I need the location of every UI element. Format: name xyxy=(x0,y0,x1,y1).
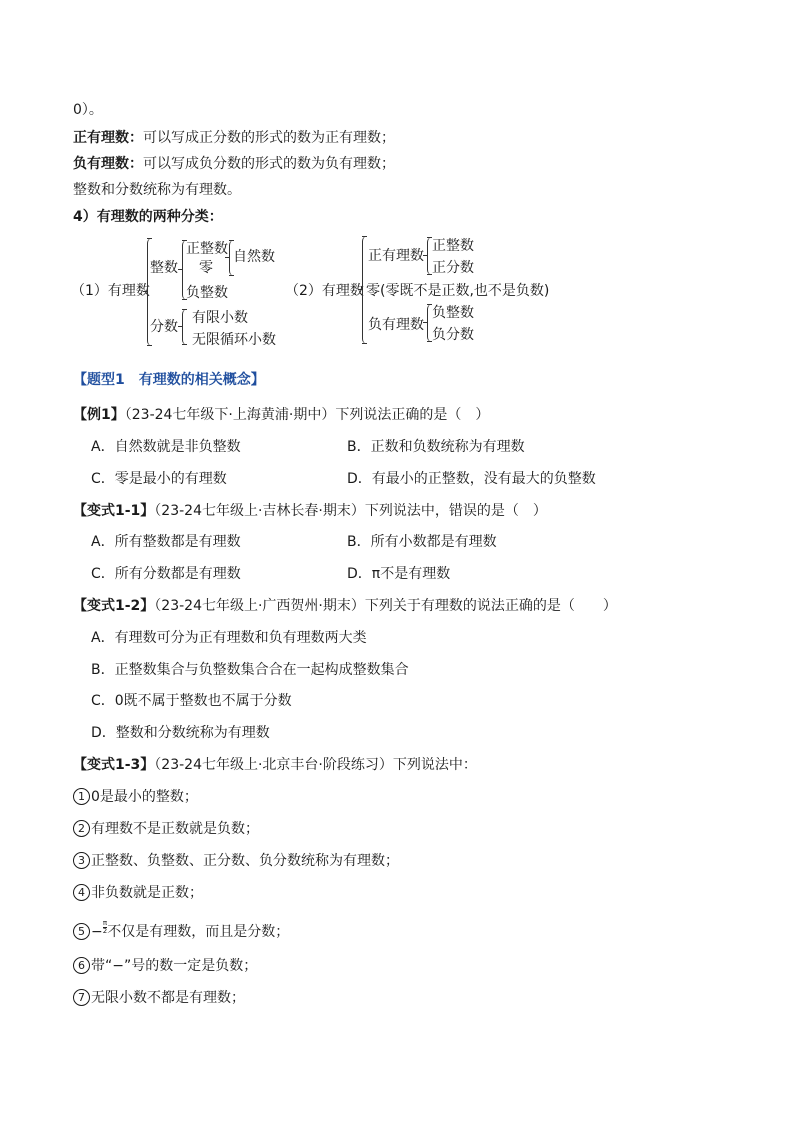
example1-question xyxy=(73,406,489,424)
diagram1-zero: 零 xyxy=(199,260,213,276)
variant12-option-c: C．0既不属于整数也不属于分数 xyxy=(91,693,292,709)
circled-number-5: 5 xyxy=(73,923,90,940)
variant13-item-7 xyxy=(73,989,245,1007)
diagram1-integer-label: 整数 xyxy=(150,260,178,276)
variant13-item-2 xyxy=(73,820,259,838)
positive-rational-text: 可以写成正分数的形式的数为正有理数； xyxy=(143,130,395,146)
circled-number-1: 1 xyxy=(73,788,90,805)
circled-number-2: 2 xyxy=(73,820,90,837)
variant11-question-text: （23-24七年级上·吉林长春·期末）下列说法中，错误的是（ ） xyxy=(154,503,547,519)
diagram1-root-label: （1）有理数 xyxy=(71,283,150,299)
variant11-option-c: C．所有分数都是有理数 xyxy=(91,566,241,582)
variant11-option-b: B．所有小数都是有理数 xyxy=(347,534,497,550)
classification-heading: 4）有理数的两种分类： xyxy=(73,209,223,225)
diagram2-positive-integer: 正整数 xyxy=(432,238,474,254)
diagram1-natural-number: 自然数 xyxy=(233,249,275,265)
diagram2-positive-rational: 正有理数 xyxy=(368,248,424,264)
variant13-item-6 xyxy=(73,957,257,975)
variant12-option-a: A．有理数可分为正有理数和负有理数两大类 xyxy=(91,630,367,646)
variant12-option-b: B．正整数集合与负整数集合合在一起构成整数集合 xyxy=(91,662,409,678)
pi-over-2-denominator: 2 xyxy=(102,927,108,935)
variant11-option-a: A．所有整数都是有理数 xyxy=(91,534,241,550)
example1-option-d: D．有最小的正整数，没有最大的负整数 xyxy=(347,471,596,487)
diagram1-finite-decimal: 有限小数 xyxy=(192,310,248,326)
diagram2-negative-integer: 负整数 xyxy=(432,305,474,321)
negative-rational-definition xyxy=(73,155,395,173)
circled-number-6: 6 xyxy=(73,957,90,974)
pi-over-2-prefix: − xyxy=(91,924,103,940)
variant11-option-d: D．π不是有理数 xyxy=(347,566,451,582)
variant13-item-1-text: 0是最小的整数； xyxy=(91,789,198,805)
section-title: 【题型1 有理数的相关概念】 xyxy=(73,372,265,388)
variant13-item-2-text: 有理数不是正数就是负数； xyxy=(91,821,259,837)
diagram1-negative-integer: 负整数 xyxy=(186,285,228,301)
example1-tag: 【例1】 xyxy=(73,407,125,423)
variant13-item-3-text: 正整数、负整数、正分数、负分数统称为有理数； xyxy=(91,853,399,869)
variant11-question xyxy=(73,502,547,520)
variant13-question-text: （23-24七年级上·北京丰台·阶段练习）下列说法中： xyxy=(154,757,477,773)
positive-rational-term: 正有理数： xyxy=(73,130,143,146)
diagram2-negative-fraction: 负分数 xyxy=(432,327,474,343)
example1-option-b: B．正数和负数统称为有理数 xyxy=(347,439,525,455)
positive-rational-definition xyxy=(73,129,395,147)
circled-number-4: 4 xyxy=(73,884,90,901)
circled-number-3: 3 xyxy=(73,852,90,869)
variant13-item-5 xyxy=(73,920,289,941)
negative-rational-text: 可以写成负分数的形式的数为负有理数； xyxy=(143,156,395,172)
variant13-item-6-text: 带“−”号的数一定是负数； xyxy=(91,958,258,974)
variant13-item-1 xyxy=(73,788,198,806)
diagram2-negative-rational: 负有理数 xyxy=(368,317,424,333)
variant13-item-7-text: 无限小数不都是有理数； xyxy=(91,990,245,1006)
diagram1-fraction-brace xyxy=(182,309,189,345)
diagram1-positive-integer: 正整数 xyxy=(186,241,228,257)
diagram1-repeating-decimal: 无限循环小数 xyxy=(192,332,276,348)
variant12-tag: 【变式1-2】 xyxy=(73,598,155,614)
circled-number-7: 7 xyxy=(73,989,90,1006)
variant12-question-text: （23-24七年级上·广西贺州·期末）下列关于有理数的说法正确的是（ ） xyxy=(154,598,617,614)
diagram1-fraction-label: 分数 xyxy=(150,319,178,335)
example1-option-a: A．自然数就是非负整数 xyxy=(91,439,241,455)
variant13-tag: 【变式1-3】 xyxy=(73,757,155,773)
diagram2-root-label: （2）有理数 xyxy=(285,283,364,299)
variant11-tag: 【变式1-1】 xyxy=(73,503,155,519)
pi-over-2-numerator: π xyxy=(102,919,108,927)
variant12-question xyxy=(73,597,617,615)
variant12-option-d: D．整数和分数统称为有理数 xyxy=(91,725,270,741)
variant13-item-4 xyxy=(73,884,203,902)
diagram2-positive-fraction: 正分数 xyxy=(432,260,474,276)
negative-rational-term: 负有理数： xyxy=(73,156,143,172)
variant13-item-4-text: 非负数就是正数； xyxy=(91,885,203,901)
example1-question-text: （23-24七年级下·上海黄浦·期中）下列说法正确的是（ ） xyxy=(124,407,490,423)
example1-option-c: C．零是最小的有理数 xyxy=(91,471,227,487)
union-statement: 整数和分数统称为有理数。 xyxy=(73,182,241,198)
diagram2-zero-note: 零(零既不是正数,也不是负数) xyxy=(366,283,550,299)
variant13-question xyxy=(73,756,477,774)
intro-line-0: 0）。 xyxy=(73,102,103,118)
variant13-item-5-text: 不仅是有理数，而且是分数； xyxy=(107,924,290,940)
variant13-item-3 xyxy=(73,852,399,870)
